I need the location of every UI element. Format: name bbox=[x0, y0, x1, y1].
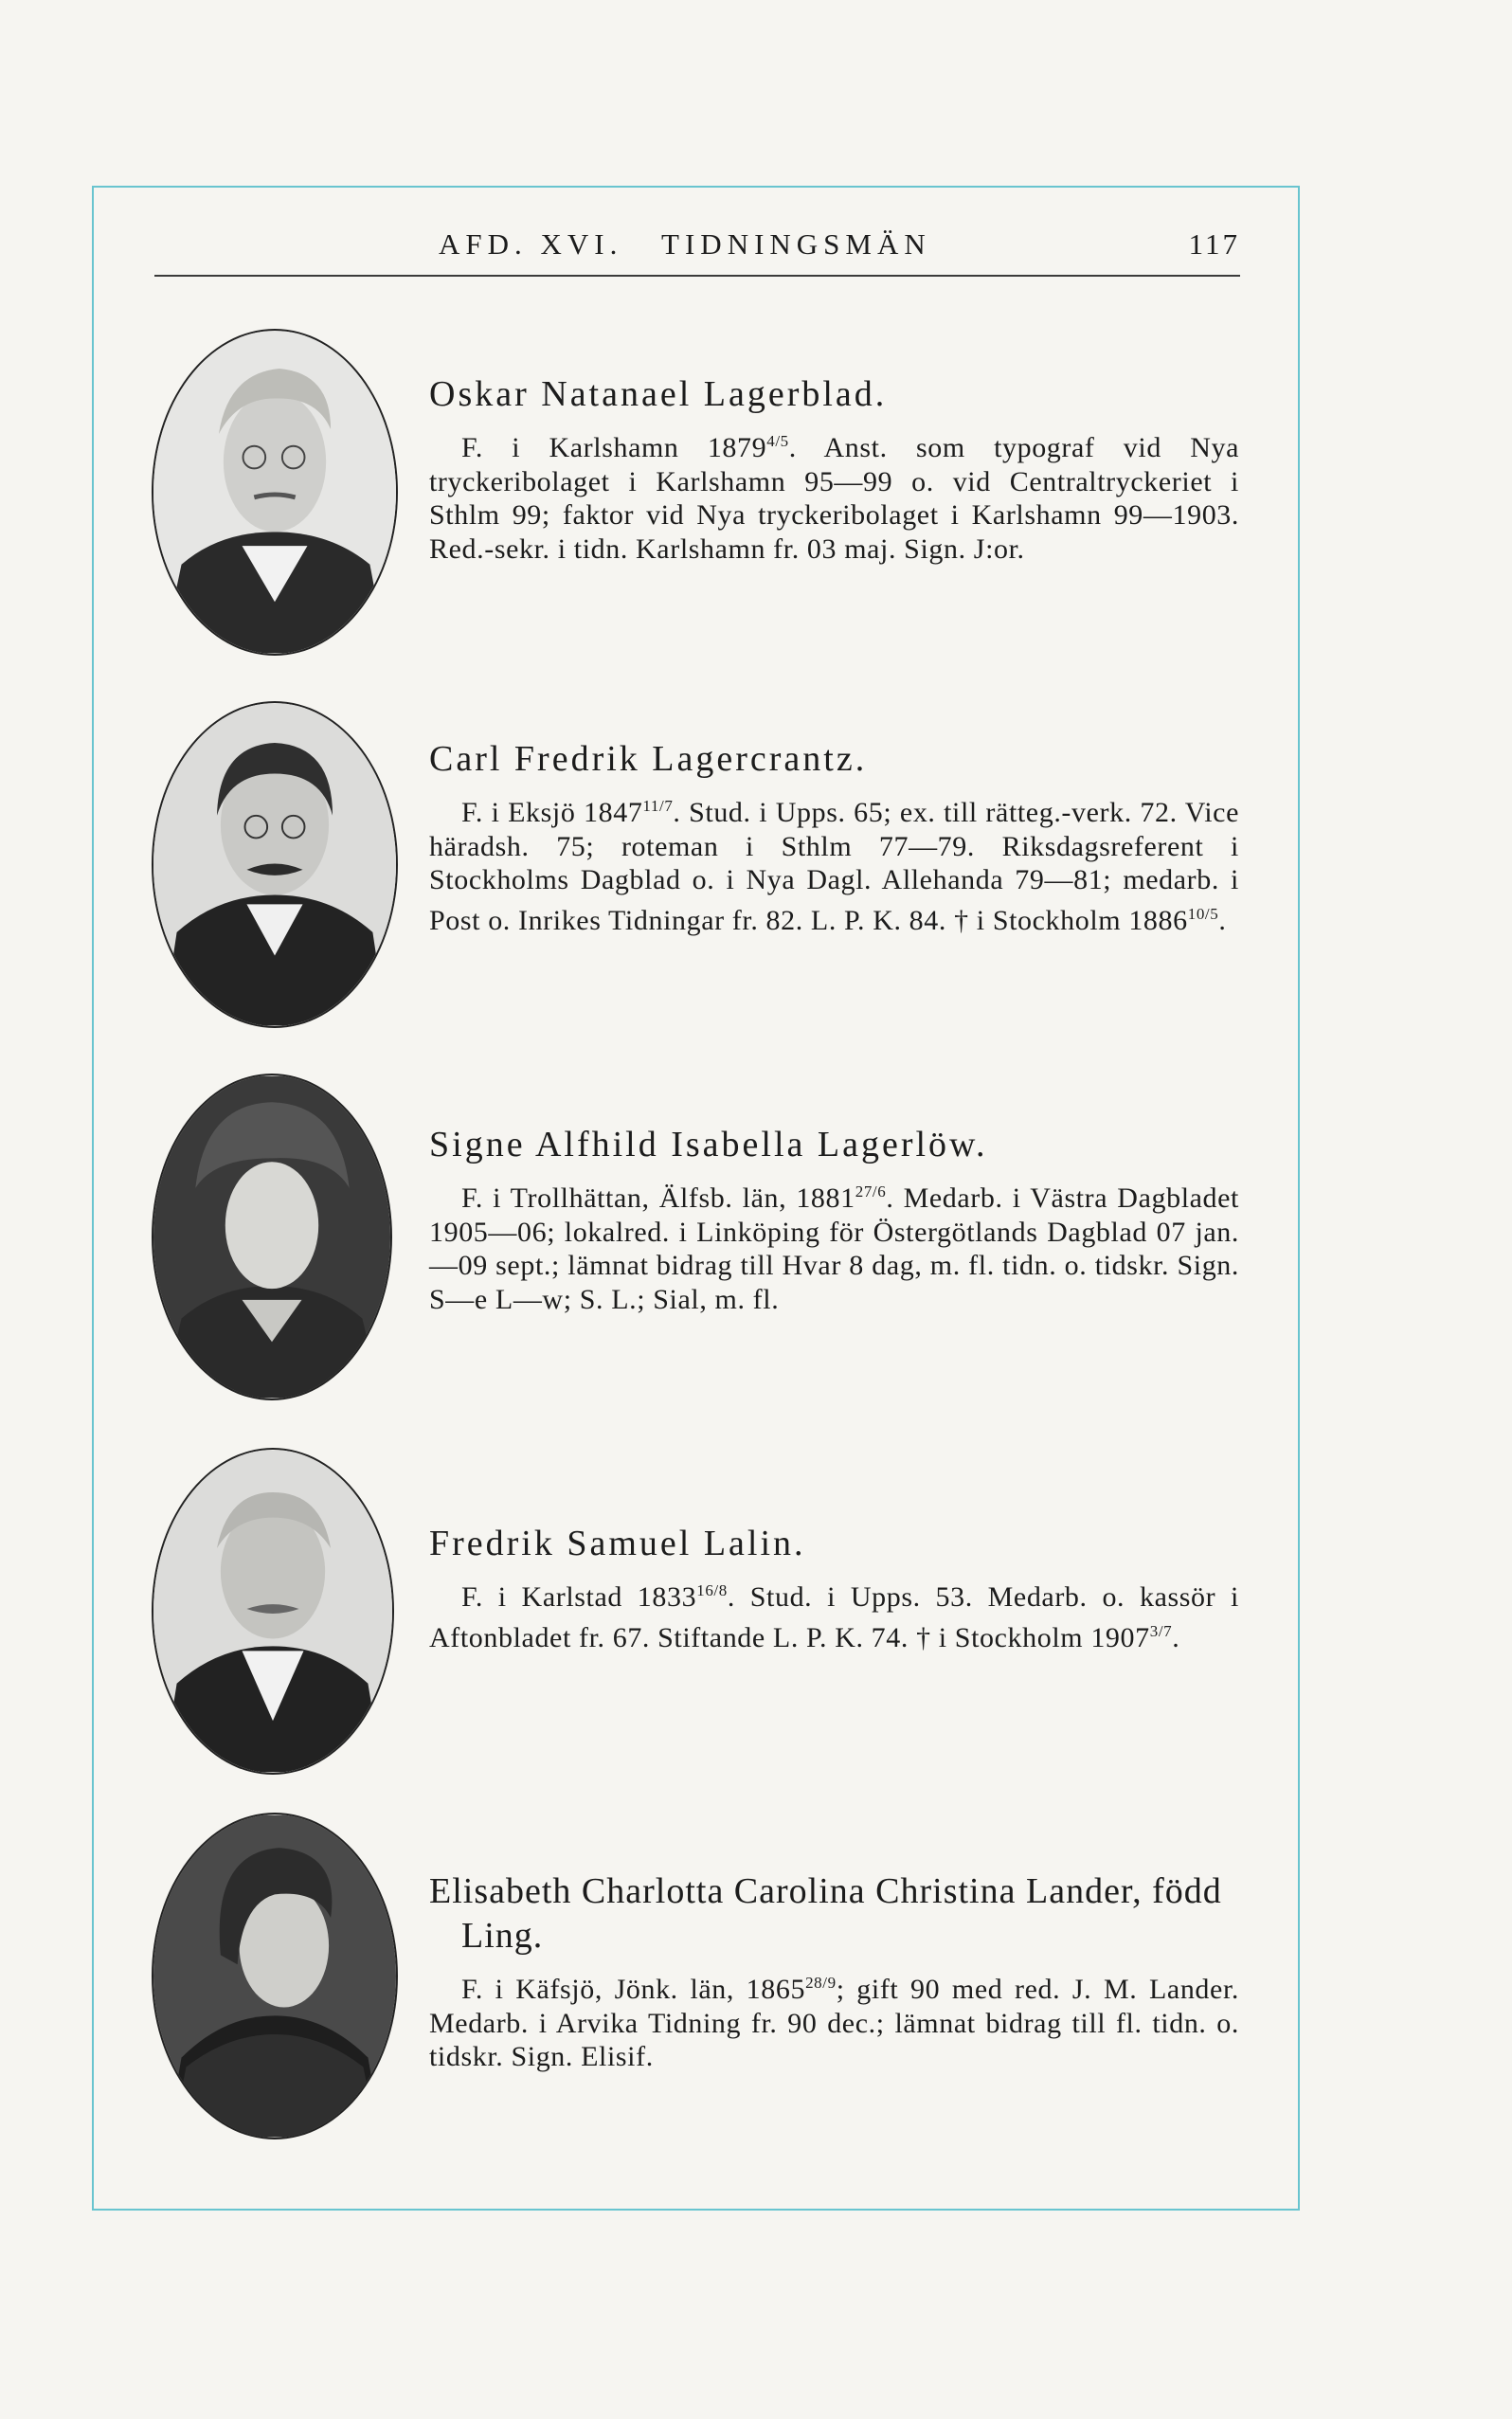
birth-date: 4/5 bbox=[766, 432, 789, 450]
page-number: 117 bbox=[1188, 227, 1240, 261]
bio-text: ; gift 90 med red. J. M. Lander. Medarb. i Arvika Tidning fr. 90 dec.; lämnat bidrag till fl. tidn. o. tidskr. Sign. Elisif. bbox=[429, 1974, 1239, 2072]
bio-text: F. i Trollhättan, Älfsb. län, 1881 bbox=[461, 1182, 855, 1214]
portrait-woman-profile-image bbox=[153, 1814, 396, 2138]
birth-date: 11/7 bbox=[642, 797, 674, 815]
bio-text: F. i Käfsjö, Jönk. län, 1865 bbox=[461, 1974, 806, 2005]
entry-text bbox=[429, 1123, 1239, 1316]
bio-text: F. i Karlstad 1833 bbox=[461, 1581, 697, 1613]
person-bio bbox=[429, 1175, 1239, 1316]
portrait-photo bbox=[152, 1813, 398, 2139]
entry-text bbox=[429, 737, 1239, 937]
bio-text: F. i Eksjö 1847 bbox=[461, 797, 643, 828]
portrait-elderly-man-image bbox=[153, 1450, 392, 1773]
bio-text: . bbox=[1172, 1621, 1180, 1653]
portrait-photo bbox=[152, 1448, 394, 1775]
person-name: Carl Fredrik Lagercrantz. bbox=[429, 739, 868, 779]
birth-date: 16/8 bbox=[696, 1581, 728, 1599]
portrait-man-glasses-image bbox=[153, 331, 396, 654]
portrait-woman-image bbox=[153, 1075, 390, 1399]
portrait-photo bbox=[152, 329, 398, 656]
portrait-photo bbox=[152, 1074, 392, 1400]
person-name: Oskar Natanael Lagerblad. bbox=[429, 374, 888, 414]
portrait-photo bbox=[152, 701, 398, 1028]
death-date: 10/5 bbox=[1187, 904, 1219, 923]
person-name: Signe Alfhild Isabella Lagerlöw. bbox=[429, 1125, 988, 1164]
death-date: 3/7 bbox=[1149, 1621, 1173, 1640]
person-bio bbox=[429, 1966, 1239, 2074]
person-bio bbox=[429, 424, 1239, 566]
entry-text bbox=[429, 1522, 1239, 1654]
person-name: Fredrik Samuel Lalin. bbox=[429, 1524, 806, 1563]
section-title: AFD. XVI. TIDNINGSMÄN bbox=[439, 227, 931, 261]
bio-text: . Stud. i Upps. 53. Medarb. o. kassör i Aftonbladet fr. 67. Stiftande L. P. K. 74. † i Stockholm 1907 bbox=[429, 1581, 1239, 1653]
birth-date: 28/9 bbox=[805, 1974, 837, 1992]
bio-text: . Anst. som typograf vid Nya tryckeribolaget i Karlshamn 95—99 o. vid Centraltryckeriet i Sthlm 99; faktor vid Nya tryckeribolaget i Karlshamn 99—1903. Red.-sekr. i tidn. Karlshamn fr. 03 maj. Sign. J:or. bbox=[429, 432, 1239, 565]
bio-text: . bbox=[1218, 904, 1227, 936]
birth-date: 27/6 bbox=[855, 1182, 887, 1200]
person-name: Elisabeth Charlotta Carolina Christina Lander, född Ling. bbox=[429, 1871, 1222, 1956]
bio-text: . Stud. i Upps. 65; ex. till rätteg.-verk. 72. Vice häradsh. 75; roteman i Sthlm 77—79. Riksdagsreferent i Stockholms Dagblad o. i Nya Dagl. Allehanda 79—81; medarb. i Post o. Inrikes Tidningar fr. 82. L. P. K. 84. † i Stockholm 1886 bbox=[429, 797, 1239, 936]
bio-text: . Medarb. i Västra Dagbladet 1905—06; lokalred. i Linköping för Östergötlands Dagblad 07 jan.—09 sept.; lämnat bidrag till Hvar 8 dag, m. fl. tidn. o. tidskr. Sign. S—e L—w; S. L.; Sial, m. fl. bbox=[429, 1182, 1239, 1315]
bio-text: F. i Karlshamn 1879 bbox=[461, 432, 767, 463]
portrait-man-pince-nez-image bbox=[153, 703, 396, 1026]
person-bio bbox=[429, 1574, 1239, 1654]
entry-text bbox=[429, 1869, 1239, 2074]
person-bio bbox=[429, 789, 1239, 937]
running-head bbox=[154, 227, 1240, 277]
entry-text bbox=[429, 372, 1239, 566]
